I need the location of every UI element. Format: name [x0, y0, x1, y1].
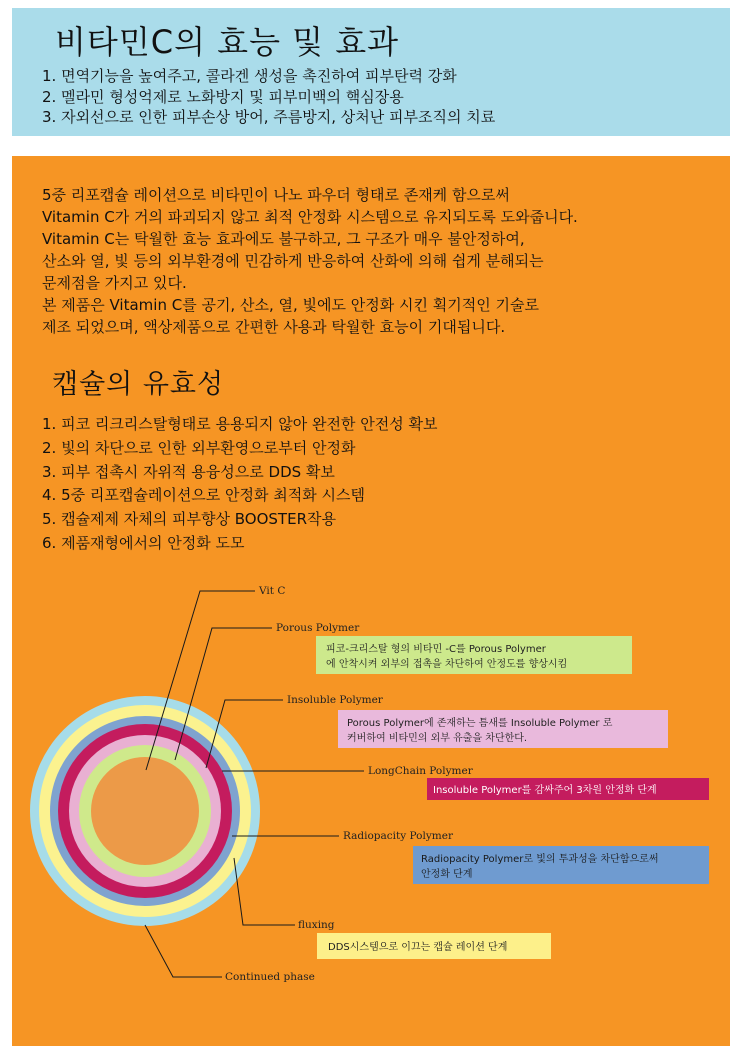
capsule-section-title: 캡슐의 유효성	[52, 369, 225, 400]
note-porous-line: 피코-크리스탈 형의 비타민 -C를 Porous Polymer	[326, 644, 546, 655]
capsule-effect-item: 6. 제품재형에서의 안정화 도모	[42, 533, 245, 552]
note-insoluble	[338, 710, 668, 748]
leader-continued	[145, 925, 222, 977]
intro-line: 5중 리포캡슐 레이션으로 비타민이 나노 파우더 형태로 존재케 함으로써	[42, 186, 510, 204]
note-radiopacity	[413, 846, 709, 884]
note-radiopacity-line: 안정화 단계	[421, 869, 473, 880]
intro-line: 산소와 열, 빛 등의 외부환경에 민감하게 반응하여 산화에 의해 쉽게 분해되는	[42, 252, 544, 270]
efficacy-item: 2. 멜라민 형성억제로 노화방지 및 피부미백의 핵심장용	[42, 87, 404, 106]
label-vitc: Vit C	[259, 585, 286, 597]
note-longchain-text: Insoluble Polymer를 감싸주어 3차원 안정화 단계	[433, 785, 657, 796]
note-porous	[316, 636, 632, 674]
efficacy-item: 3. 자외선으로 인한 피부손상 방어, 주름방지, 상처난 피부조직의 치료	[42, 108, 496, 126]
capsule-effect-item: 1. 피코 리크리스탈형태로 용용되지 않아 완전한 안전성 확보	[42, 415, 438, 433]
note-porous-line: 에 안착시켜 외부의 접촉을 차단하여 안정도를 향상시킴	[326, 659, 568, 670]
note-longchain	[427, 778, 709, 800]
capsule-effect-item: 2. 빛의 차단으로 인한 외부환영으로부터 안정화	[42, 438, 356, 457]
capsule-effect-item: 4. 5중 리포캡슐레이션으로 안정화 최적화 시스템	[42, 486, 366, 505]
label-continued: Continued phase	[225, 971, 315, 983]
capsule-effect-item: 5. 캡슐제제 자체의 피부향상 BOOSTER작용	[42, 510, 336, 529]
intro-line: 본 제품은 Vitamin C를 공기, 산소, 열, 빛에도 안정화 시킨 획기적인 기술로	[42, 296, 539, 314]
intro-line: 제조 되었으며, 액상제품으로 간편한 사용과 탁월한 효능이 기대됩니다.	[42, 318, 506, 336]
efficacy-item: 1. 면역기능을 높여주고, 콜라겐 생성을 촉진하여 피부탄력 강화	[42, 67, 457, 85]
label-fluxing: fluxing	[298, 919, 335, 931]
label-longchain: LongChain Polymer	[368, 765, 473, 777]
note-fluxing	[317, 933, 551, 959]
note-radiopacity-line: Radiopacity Polymer로 빛의 투과성을 차단함으로써	[421, 854, 659, 865]
label-porous: Porous Polymer	[276, 622, 360, 634]
note-insoluble-line: Porous Polymer에 존재하는 틈새를 Insoluble Polymer 로	[347, 718, 613, 729]
note-fluxing-text: DDS시스템으로 이끄는 캡슐 레이션 단계	[328, 942, 508, 953]
note-insoluble-line: 커버하여 비타민의 외부 유출을 차단한다.	[347, 733, 528, 744]
intro-line: Vitamin C가 거의 파괴되지 않고 최적 안정화 시스템으로 유지되도록 도와줍니다.	[42, 208, 578, 226]
capsule-effect-item: 3. 피부 접촉시 자위적 용융성으로 DDS 확보	[42, 462, 335, 481]
intro-line: 문제점을 가지고 있다.	[42, 274, 187, 292]
efficacy-title: 비타민C의 효능 및 효과	[55, 23, 400, 61]
label-insoluble: Insoluble Polymer	[287, 694, 383, 706]
intro-line: Vitamin C는 탁월한 효능 효과에도 불구하고, 그 구조가 매우 불안정하여,	[42, 230, 525, 248]
core-vitamin-c	[91, 757, 199, 865]
label-radiopacity: Radiopacity Polymer	[343, 830, 453, 842]
